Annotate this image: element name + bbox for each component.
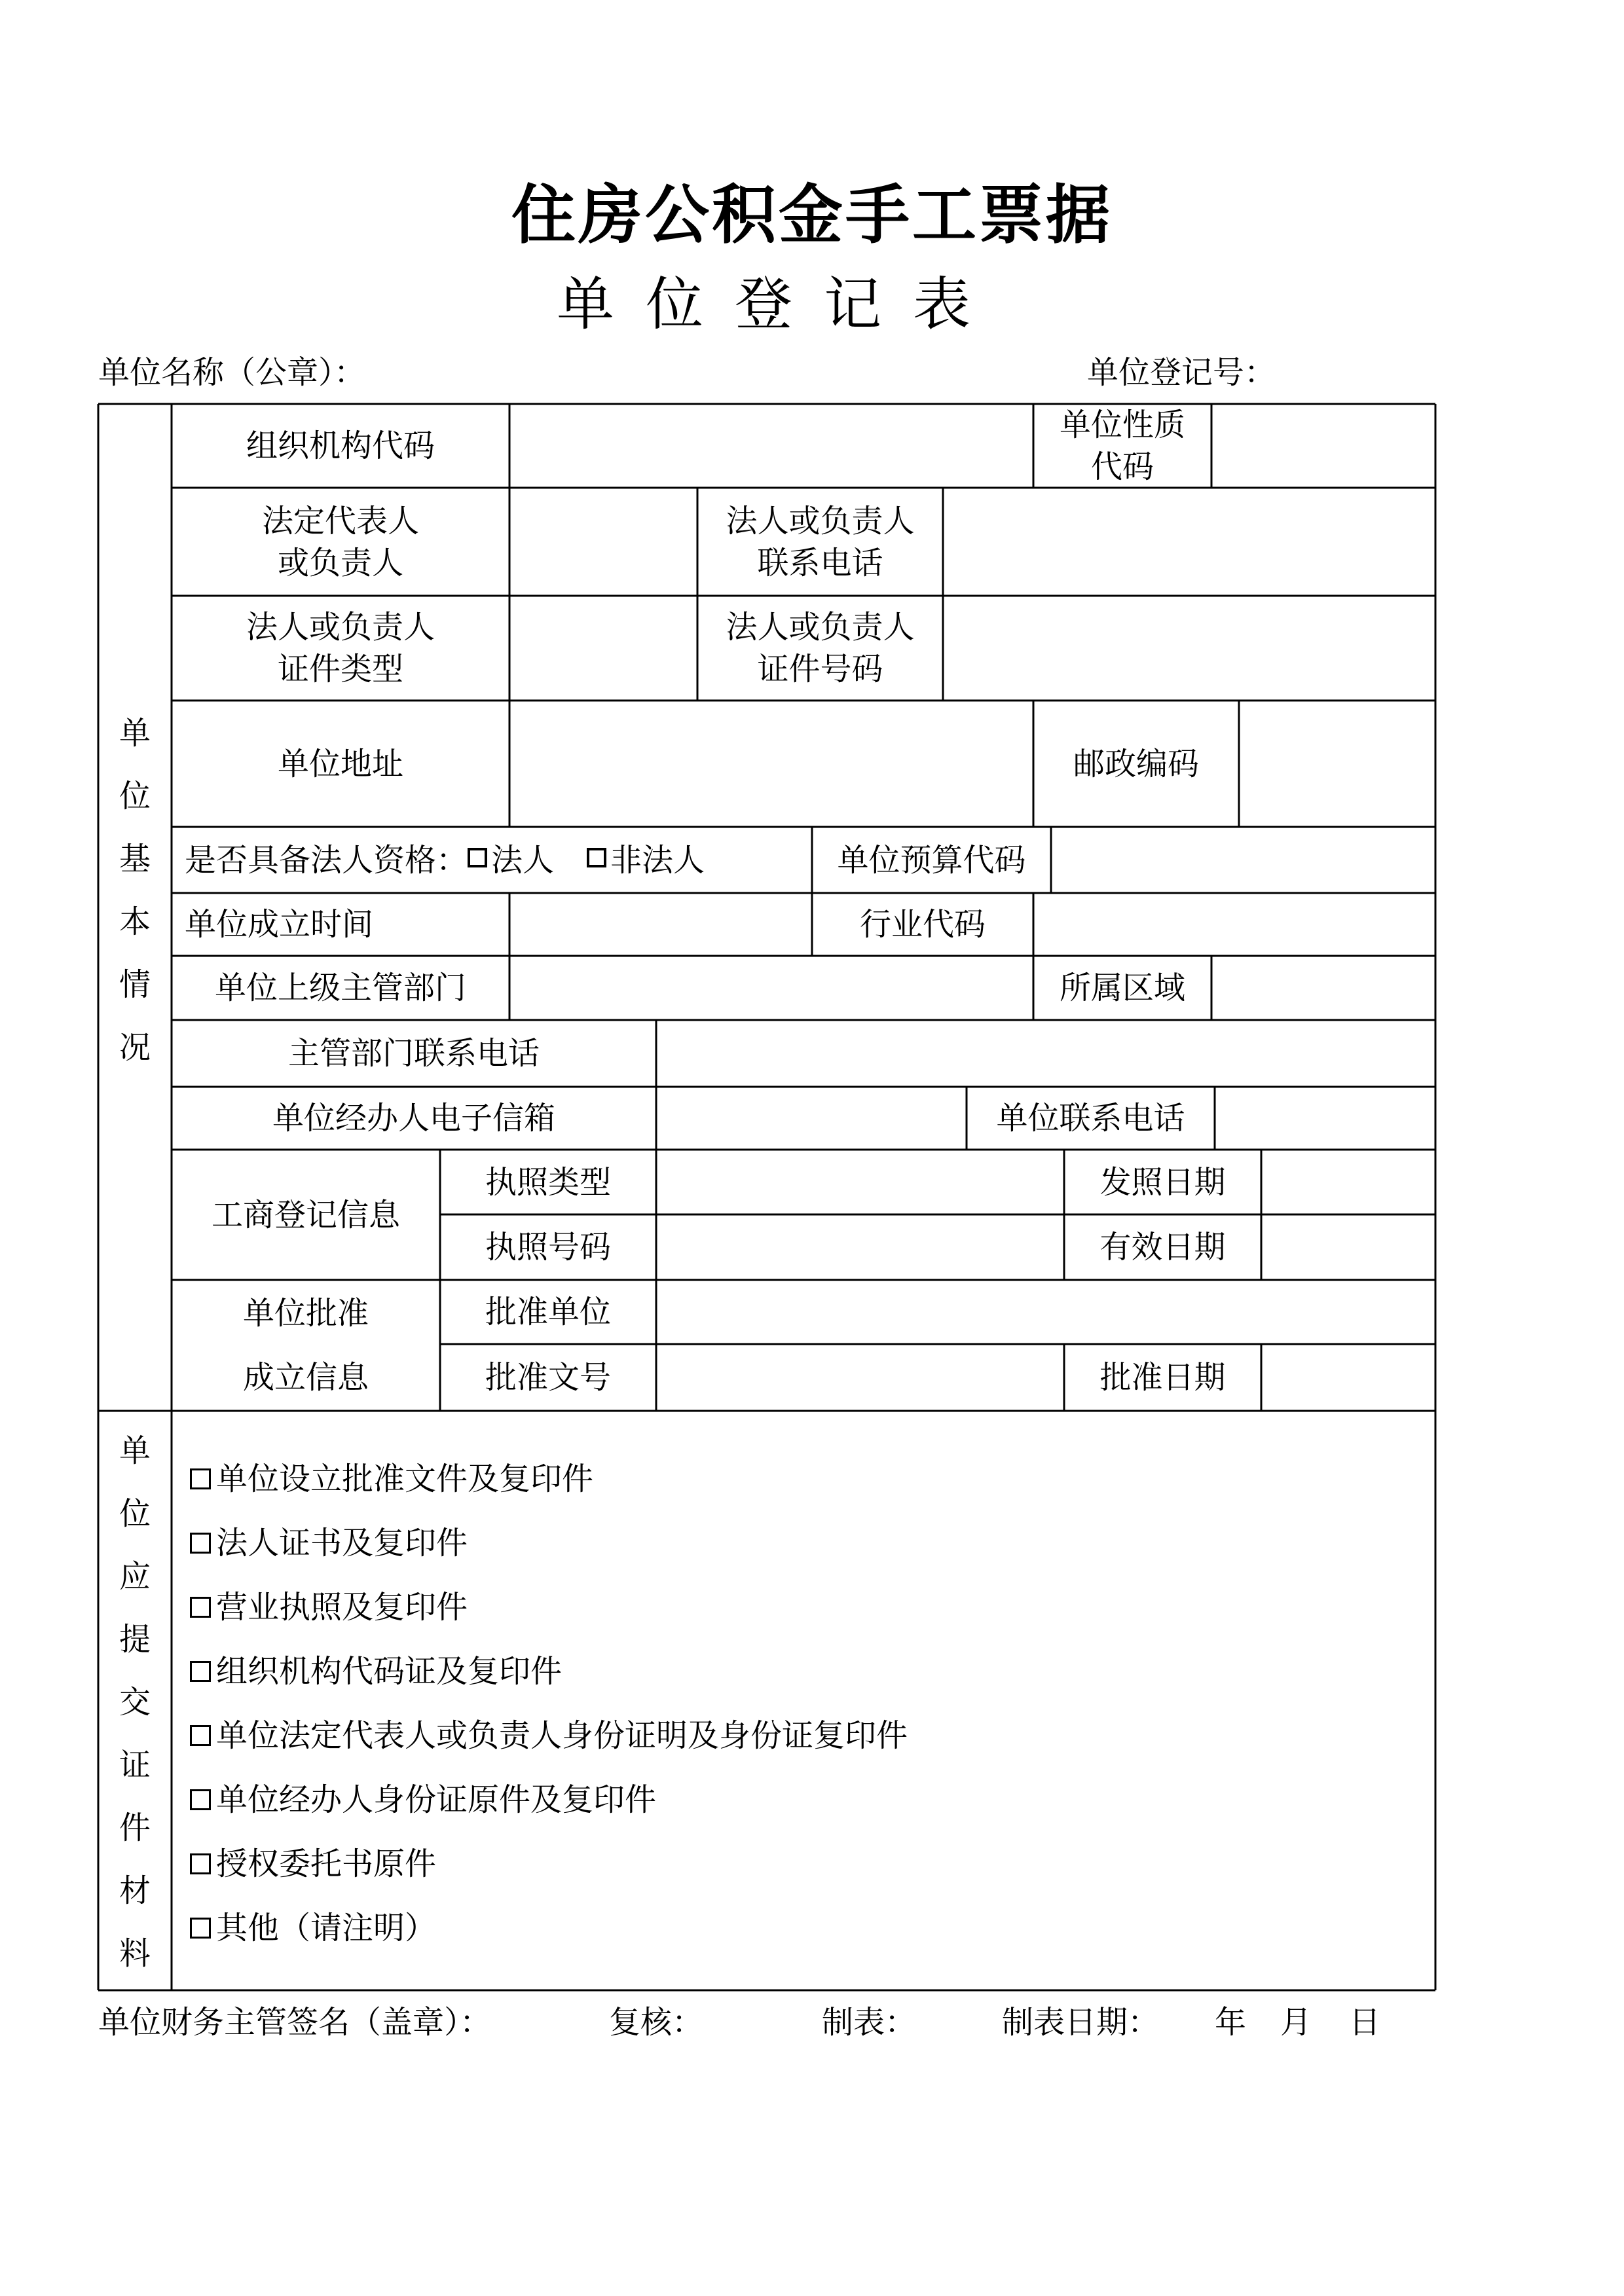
valid-date-label: 有效日期 [1099, 1229, 1226, 1266]
label-line: 法定代表人 [261, 502, 419, 539]
approval-doc-no-label: 批准文号 [485, 1359, 611, 1396]
legal-rep-field[interactable] [509, 488, 697, 596]
prep-date-label: 制表日期： [1002, 2004, 1160, 2041]
label-line: 单位批准 [242, 1295, 369, 1332]
org-code-field[interactable] [509, 404, 1033, 488]
form-title: 住房公积金手工票据 [511, 178, 1113, 253]
label-char: 证 [119, 1747, 151, 1783]
label-line: 法人或负责人 [246, 609, 435, 646]
review-label: 复核： [609, 2004, 704, 2041]
agent-email-label: 单位经办人电子信箱 [272, 1100, 555, 1137]
superior-dept-label: 单位上级主管部门 [214, 970, 466, 1006]
list-item [190, 1768, 908, 1832]
section-basic-info-label [98, 715, 172, 1066]
legal-rep-label [172, 488, 509, 596]
legal-option-label: 法人 [491, 841, 555, 879]
list-item [190, 1447, 908, 1511]
label-char: 料 [119, 1935, 151, 1972]
org-code-label: 组织机构代码 [246, 428, 435, 464]
document-checkbox[interactable] [190, 1789, 211, 1810]
dept-phone-label: 主管部门联系电话 [287, 1035, 540, 1072]
unit-nature-code-field[interactable] [1211, 404, 1435, 488]
document-label: 法人证书及复印件 [216, 1525, 468, 1561]
form-subtitle: 单位登记表 [556, 270, 1002, 338]
label-char: 情 [119, 966, 151, 1003]
reg-no-label: 单位登记号： [1087, 354, 1276, 391]
document-label: 单位经办人身份证原件及复印件 [216, 1781, 657, 1818]
superior-dept-field[interactable] [509, 956, 1033, 1020]
label-char: 况 [119, 1029, 151, 1066]
valid-date-field[interactable] [1261, 1214, 1435, 1280]
unit-address-field[interactable] [509, 701, 1033, 827]
document-label: 单位设立批准文件及复印件 [216, 1461, 594, 1497]
document-checkbox[interactable] [190, 1468, 211, 1489]
license-no-field[interactable] [656, 1214, 1064, 1280]
document-checkbox[interactable] [190, 1533, 211, 1554]
document-checkbox[interactable] [190, 1918, 211, 1939]
label-line: 法人或负责人 [726, 502, 915, 539]
approval-date-field[interactable] [1261, 1344, 1435, 1411]
legal-id-no-field[interactable] [943, 596, 1435, 701]
document-label: 授权委托书原件 [216, 1846, 437, 1882]
documents-checklist [190, 1447, 908, 1960]
label-line: 证件类型 [277, 651, 403, 687]
label-char: 位 [119, 778, 151, 814]
legal-status-question: 是否具备法人资格： [185, 841, 468, 879]
issue-date-field[interactable] [1261, 1150, 1435, 1214]
day-label: 日 [1349, 2004, 1381, 2041]
founded-time-label: 单位成立时间 [185, 906, 374, 943]
label-char: 应 [119, 1558, 151, 1595]
unit-phone-label: 单位联系电话 [996, 1100, 1185, 1137]
approval-info-label [172, 1280, 440, 1411]
biz-reg-label: 工商登记信息 [211, 1196, 400, 1233]
issue-date-label: 发照日期 [1099, 1163, 1226, 1201]
legal-checkbox[interactable] [468, 848, 487, 867]
list-item [190, 1896, 908, 1960]
unit-name-label: 单位名称（公章）： [98, 354, 366, 391]
label-line: 联系电话 [757, 544, 883, 581]
label-char: 提 [119, 1621, 151, 1658]
dept-phone-field[interactable] [656, 1020, 1435, 1087]
agent-email-field[interactable] [656, 1087, 967, 1150]
list-item [190, 1639, 908, 1704]
label-char: 材 [119, 1872, 151, 1909]
document-label: 组织机构代码证及复印件 [216, 1653, 563, 1690]
document-checkbox[interactable] [190, 1597, 211, 1618]
non-legal-option-label: 非法人 [610, 841, 705, 879]
prepared-by-label: 制表： [822, 2004, 917, 2041]
unit-nature-code-label [1033, 404, 1211, 488]
approval-date-label: 批准日期 [1099, 1359, 1226, 1396]
label-char: 本 [119, 903, 151, 940]
label-char: 单 [119, 715, 151, 752]
industry-code-label: 行业代码 [859, 906, 986, 943]
approval-doc-no-field[interactable] [656, 1344, 1064, 1411]
legal-id-type-label [172, 596, 509, 701]
license-no-label: 执照号码 [485, 1229, 611, 1266]
license-type-field[interactable] [656, 1150, 1064, 1214]
document-label: 单位法定代表人或负责人身份证明及身份证复印件 [216, 1717, 908, 1754]
approval-unit-label: 批准单位 [485, 1294, 611, 1330]
unit-address-label: 单位地址 [277, 745, 403, 782]
list-item [190, 1832, 908, 1896]
non-legal-checkbox[interactable] [587, 848, 606, 867]
document-label: 营业执照及复印件 [216, 1589, 468, 1626]
document-label: 其他（请注明） [216, 1910, 437, 1946]
legal-phone-label [697, 488, 943, 596]
budget-code-field[interactable] [1051, 827, 1435, 893]
year-label: 年 [1215, 2004, 1247, 2041]
postal-code-field[interactable] [1239, 701, 1435, 827]
unit-phone-field[interactable] [1215, 1087, 1435, 1150]
legal-phone-field[interactable] [943, 488, 1435, 596]
budget-code-label: 单位预算代码 [837, 841, 1026, 879]
label-char: 件 [119, 1810, 151, 1846]
founded-time-field[interactable] [509, 893, 812, 956]
label-line: 单位性质 [1059, 407, 1185, 443]
list-item [190, 1704, 908, 1768]
legal-status-row [172, 827, 812, 893]
section-documents-label [98, 1417, 172, 1987]
list-item [190, 1511, 908, 1575]
label-char: 位 [119, 1495, 151, 1532]
document-checkbox[interactable] [190, 1853, 211, 1874]
label-line: 或负责人 [277, 544, 403, 581]
region-field[interactable] [1211, 956, 1435, 1020]
label-line: 代码 [1090, 448, 1154, 485]
document-checkbox[interactable] [190, 1725, 211, 1746]
label-line: 法人或负责人 [726, 609, 915, 646]
postal-code-label: 邮政编码 [1073, 745, 1199, 782]
legal-id-type-field[interactable] [509, 596, 697, 701]
region-label: 所属区域 [1059, 970, 1185, 1006]
finance-sign-label: 单位财务主管签名（盖章）： [98, 2004, 492, 2041]
label-char: 单 [119, 1432, 151, 1469]
label-line: 证件号码 [757, 651, 883, 687]
list-item [190, 1575, 908, 1639]
document-checkbox[interactable] [190, 1661, 211, 1682]
industry-code-field[interactable] [1033, 893, 1435, 956]
license-type-label: 执照类型 [485, 1163, 611, 1201]
approval-unit-field[interactable] [656, 1280, 1435, 1344]
label-char: 交 [119, 1684, 151, 1721]
month-label: 月 [1280, 2004, 1312, 2041]
legal-id-no-label [697, 596, 943, 701]
label-line: 成立信息 [242, 1359, 369, 1396]
label-char: 基 [119, 841, 151, 877]
